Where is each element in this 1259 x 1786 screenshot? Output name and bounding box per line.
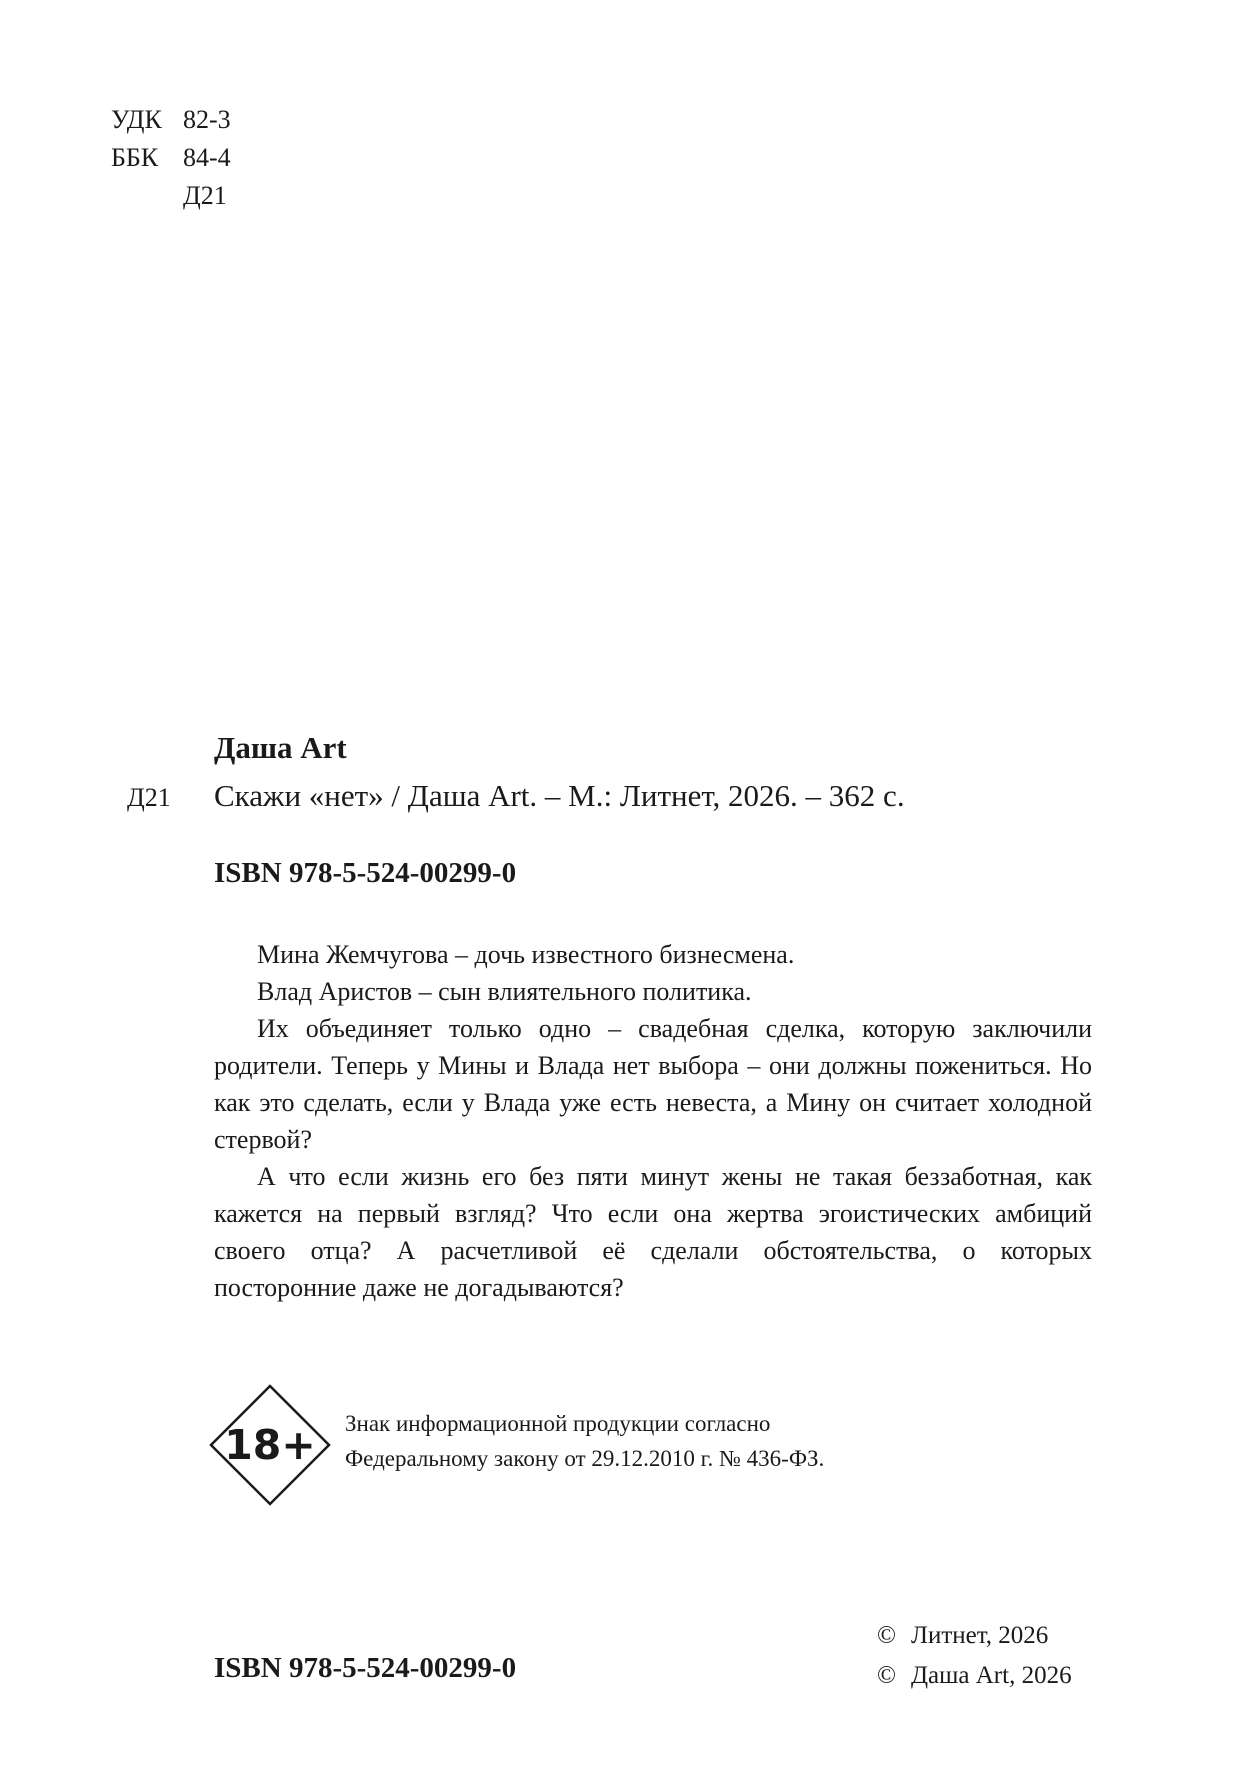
age-rating-badge [209, 1384, 331, 1506]
isbn-main: ISBN 978-5-524-00299-0 [214, 857, 517, 889]
diamond-icon [209, 1384, 331, 1506]
author-heading: Даша Art [214, 730, 347, 765]
annotation-paragraph: А что если жизнь его без пяти минут жены не такая беззаботная, как кажется на первый взгляд? Что если она жертва эгоистических амбиций своего отца? А расчетливой её сделали обстоятельства, о которых посторонние даже не догадываются? [214, 1162, 1092, 1302]
copyright-icon: © [877, 1662, 896, 1689]
age-rating-label: 18+ [224, 1421, 316, 1469]
udk-line [111, 101, 231, 139]
copyright-line-2 [877, 1656, 1072, 1696]
author-mark-side: Д21 [127, 783, 171, 812]
author-mark-top: Д21 [183, 181, 227, 210]
copyright-holder-1: Литнет, 2026 [911, 1622, 1049, 1649]
age-note-line1: Знак информационной продукции согласно [345, 1411, 771, 1436]
age-rating-note [345, 1406, 824, 1476]
isbn-footer: ISBN 978-5-524-00299-0 [214, 1652, 517, 1684]
bibliographic-line: Скажи «нет» / Даша Art. – М.: Литнет, 2026. – 362 с. [214, 778, 905, 813]
copyright-line-1 [877, 1616, 1072, 1656]
classification-block [111, 101, 231, 215]
annotation-paragraph: Их объединяет только одно – свадебная сделка, которую заключили родители. Теперь у Мины и Влада нет выбора – они должны пожениться. Но как это сделать, если у Влада уже есть невеста, а Мину он считает холодной стервой? [214, 1014, 1092, 1154]
author-mark-line [111, 177, 231, 215]
annotation-paragraph: Мина Жемчугова – дочь известного бизнесмена. [257, 940, 795, 969]
bbk-label: ББК [111, 143, 159, 172]
copyright-block [877, 1616, 1072, 1696]
bbk-line [111, 139, 231, 177]
annotation [214, 936, 1092, 1306]
copyright-holder-2: Даша Art, 2026 [911, 1662, 1072, 1689]
annotation-paragraph: Влад Аристов – сын влиятельного политика. [257, 977, 752, 1006]
udk-value: 82-3 [183, 105, 231, 134]
copyright-icon: © [877, 1622, 896, 1649]
bbk-value: 84-4 [183, 143, 231, 172]
age-note-line2: Федеральному закону от 29.12.2010 г. № 436-ФЗ. [345, 1446, 825, 1471]
udk-label: УДК [111, 105, 162, 134]
